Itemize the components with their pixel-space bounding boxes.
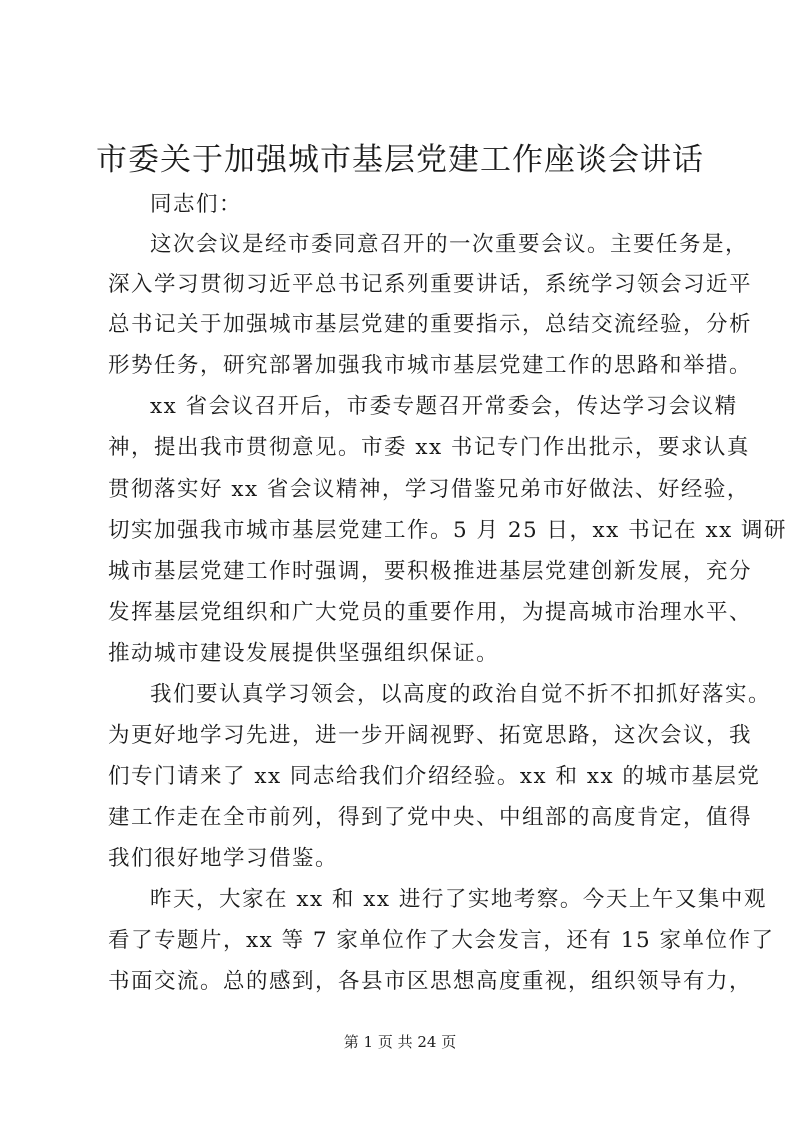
text-line: 贯彻落实好 xx 省会议精神，学习借鉴兄弟市好做法、好经验， (108, 477, 750, 502)
text-line: 我们很好地学习借鉴。 (108, 846, 339, 871)
text-line: 我们要认真学习领会，以高度的政治自觉不折不扣抓好落实。 (150, 682, 772, 707)
text-line: 总书记关于加强城市基层党建的重要指示，总结交流经验，分析 (108, 312, 753, 337)
text-line: 看了专题片，xx 等 7 家单位作了大会发言，还有 15 家单位作了 (108, 928, 775, 953)
text-line: xx 省会议召开后，市委专题召开常委会，传达学习会议精 (150, 394, 738, 419)
text-line: 形势任务，研究部署加强我市城市基层党建工作的思路和举措。 (108, 353, 753, 378)
text-line: 这次会议是经市委同意召开的一次重要会议。主要任务是， (150, 232, 749, 257)
text-line: 神，提出我市贯彻意见。市委 xx 书记专门作出批示，要求认真 (108, 435, 750, 460)
text-line: 推动城市建设发展提供坚强组织保证。 (108, 641, 500, 666)
text-line: 城市基层党建工作时强调，要积极推进基层党建创新发展，充分 (108, 559, 753, 584)
text-line: 为更好地学习先进，进一步开阔视野、拓宽思路，这次会议，我 (108, 723, 753, 748)
text-line: 们专门请来了 xx 同志给我们介绍经验。xx 和 xx 的城市基层党 (108, 764, 761, 789)
salutation: 同志们： (150, 192, 243, 217)
text-line: 昨天，大家在 xx 和 xx 进行了实地考察。今天上午又集中观 (150, 887, 767, 912)
document-title: 市委关于加强城市基层党建工作座谈会讲话 (96, 142, 704, 178)
page-footer: 第 1 页 共 24 页 (343, 1033, 457, 1051)
text-line: 切实加强我市城市基层党建工作。5 月 25 日，xx 书记在 xx 调研 (108, 518, 788, 543)
text-line: 建工作走在全市前列，得到了党中央、中组部的高度肯定，值得 (108, 805, 753, 830)
text-line: 书面交流。总的感到，各县市区思想高度重视，组织领导有力， (108, 969, 753, 994)
text-line: 深入学习贯彻习近平总书记系列重要讲话，系统学习领会习近平 (108, 272, 753, 297)
text-line: 发挥基层党组织和广大党员的重要作用，为提高城市治理水平、 (108, 600, 753, 625)
